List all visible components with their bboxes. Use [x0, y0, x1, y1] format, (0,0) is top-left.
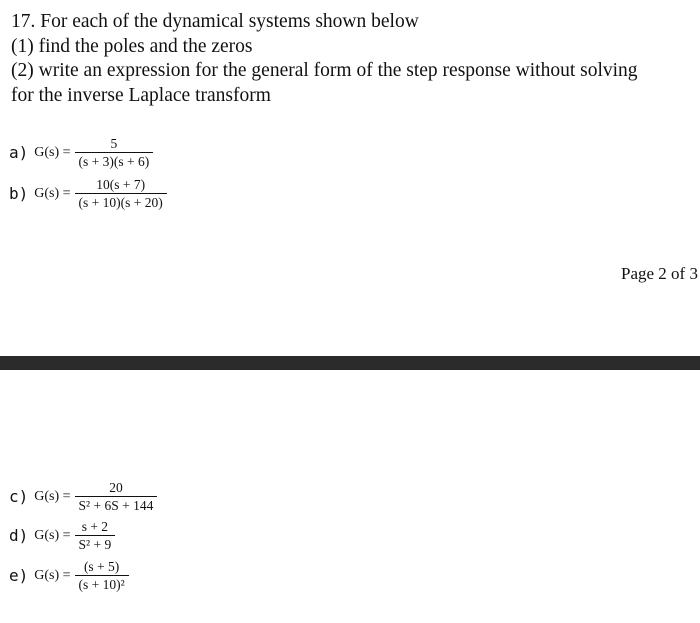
fraction	[75, 518, 116, 553]
equation-lhs: G(s) =	[34, 488, 71, 504]
problem-line: (2) write an expression for the general form of the step response without solving	[11, 60, 638, 81]
problem-statement	[11, 10, 638, 108]
problem-line: for the inverse Laplace transform	[11, 84, 271, 106]
numerator: s + 2	[81, 519, 109, 534]
equation-d	[9, 518, 115, 553]
fraction	[75, 558, 129, 593]
denominator: (s + 10)²	[75, 575, 129, 593]
equation-lhs: G(s) =	[34, 527, 71, 543]
problem-line: (1) find the poles and the zeros	[11, 35, 253, 57]
equation-c	[9, 479, 157, 514]
equation-lhs: G(s) =	[34, 567, 71, 583]
equation-b	[9, 176, 167, 211]
equation-letter: b)	[9, 184, 29, 203]
page-divider	[0, 356, 700, 370]
page-number: Page 2 of 3	[621, 264, 698, 283]
equation-a	[9, 135, 153, 170]
denominator: (s + 3)(s + 6)	[75, 152, 154, 170]
numerator: 10(s + 7)	[96, 177, 146, 192]
denominator: S² + 9	[75, 535, 116, 553]
numerator: 20	[109, 480, 123, 495]
fraction	[75, 135, 154, 170]
numerator: 5	[110, 136, 118, 151]
denominator: (s + 10)(s + 20)	[75, 193, 167, 211]
equation-letter: a)	[9, 143, 29, 162]
equation-letter: e)	[9, 566, 29, 585]
equation-letter: c)	[9, 487, 29, 506]
numerator: (s + 5)	[83, 559, 120, 574]
equation-e	[9, 558, 129, 593]
equation-letter: d)	[9, 526, 29, 545]
equation-lhs: G(s) =	[34, 144, 71, 160]
equation-lhs: G(s) =	[34, 185, 71, 201]
fraction	[75, 479, 158, 514]
problem-line: 17. For each of the dynamical systems shown below	[11, 11, 419, 32]
fraction	[75, 176, 167, 211]
denominator: S² + 6S + 144	[75, 496, 158, 514]
